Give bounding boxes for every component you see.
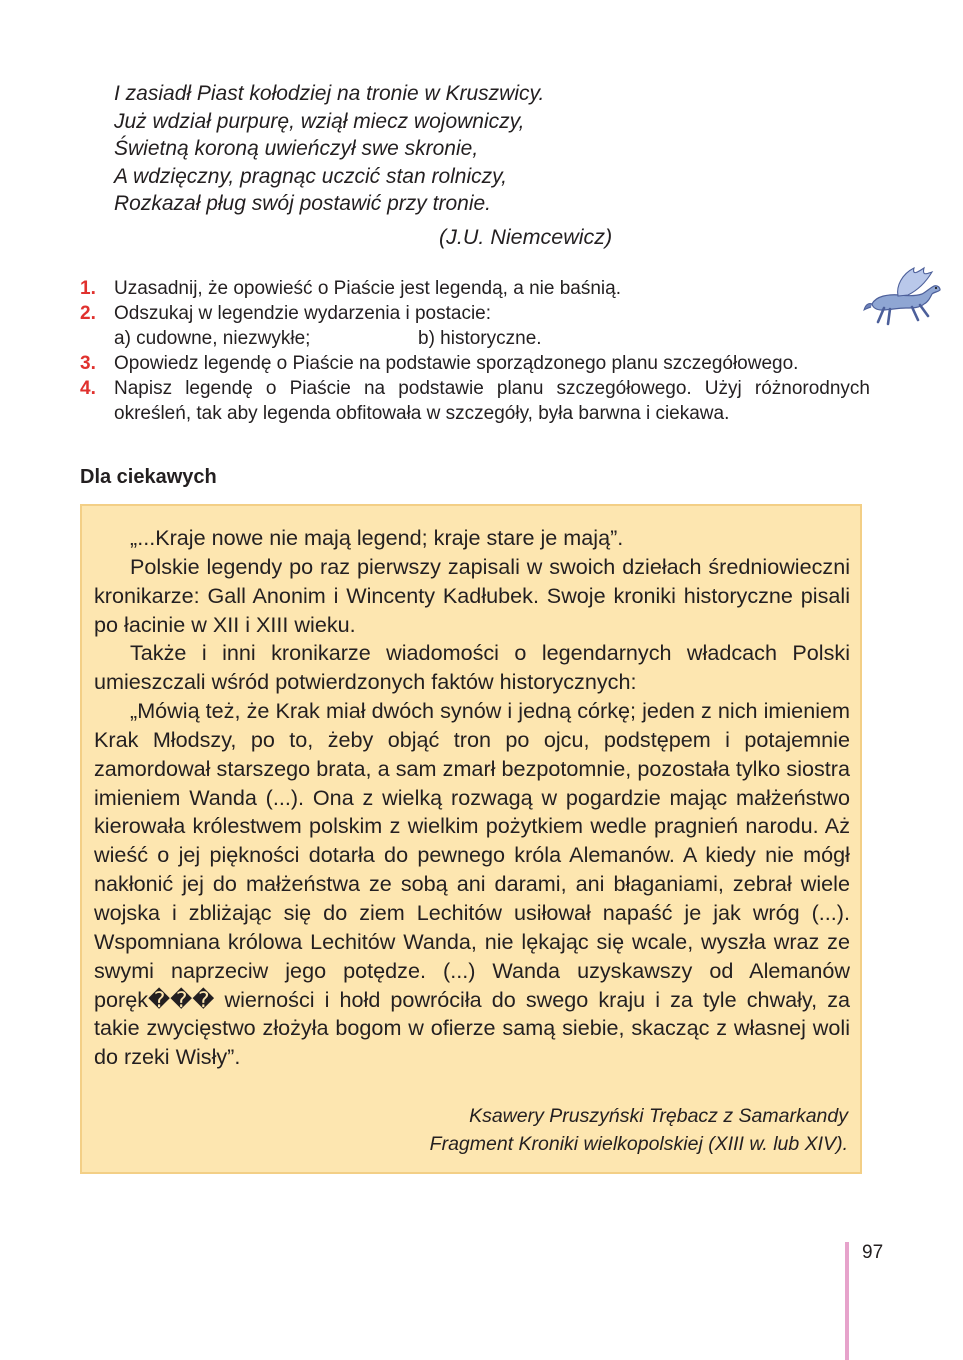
- paragraph: Także i inni kronikarze wiadomości o legendarnych władcach Polski umieszczali wśród potwierdzonych faktów historycznych:: [94, 640, 850, 695]
- task-list: [80, 276, 870, 426]
- task-item: [80, 376, 870, 426]
- poem-line: Rozkazał pług swój postawić przy tronie.: [114, 192, 491, 216]
- task-text: Opowiedz legendę o Piaście na podstawie sporządzonego planu szczegółowego.: [114, 353, 799, 374]
- task-number: 3.: [80, 353, 96, 374]
- task-subitem-b: b) historyczne.: [418, 328, 542, 349]
- task-item: [80, 276, 870, 301]
- task-number: 1.: [80, 278, 96, 299]
- paragraph: Polskie legendy po raz pierwszy zapisali w swoich dziełach średniowieczni kronikarze: Gall Anonim i Wincenty Kadłubek. Swoje kroniki historyczne pisali po łacinie w XII i XIII wieku.: [94, 553, 850, 637]
- task-number: 4.: [80, 378, 96, 399]
- paragraph: „Mówią też, że Krak miał dwóch synów i jedną córkę; jeden z nich imieniem Krak Młodszy, po to, żeby objąć tron po ojcu, podstępem i potajemnie zamordował starszego brata, a sam zmarł bezpotomnie, pozostała tylko siostra imieniem Wanda (...). Ona z wielką rozwagą w pogardzie mając małżeństwo kierowała królestwem polskim z wielkim pożytkiem wedle pragnień narodu. Aż wieść o jej piękności dotarła do pewnego króla Alemanów. A kiedy nie mógł nakłonić jej do małżeństwa ze sobą ani darami, ani błaganiami, zebrał wiele wojska i zbliżając się do ziem Lechitów usiłował napaść je jak wróg (...). Wspomniana królowa Lechitów Wanda, nie lękając się wcale, wyszła wraz ze swymi naprzeciw jego potędze. (...) Wanda uzyskawszy od Alemanów poręk��� wierności i hołd powróciła do swego kraju i za tyle chwały, za takie zwycięstwo złożyła bogom w ofierze samą siebie, skacząc z własnej woli do rzeki Wisły”.: [94, 698, 850, 1070]
- info-box: [80, 504, 862, 1174]
- poem-line: Już wdział purpurę, wziął miecz wojowniczy,: [114, 109, 525, 133]
- info-box-text: [94, 524, 850, 1072]
- paragraph: „...Kraje nowe nie mają legend; kraje stare je mają”.: [130, 525, 624, 550]
- poem: [114, 80, 674, 249]
- page-margin-rule: [845, 1242, 849, 1360]
- task-number: 2.: [80, 303, 96, 324]
- page-number: 97: [862, 1242, 884, 1263]
- task-text: Uzasadnij, że opowieść o Piaście jest legendą, a nie baśnią.: [114, 278, 621, 299]
- poem-line: A wdzięczny, pragnąc uczcić stan rolniczy,: [114, 164, 507, 188]
- source-line: Fragment Kroniki wielkopolskiej (XIII w. lub XIV).: [429, 1133, 848, 1155]
- poem-author: (J.U. Niemcewicz): [439, 225, 613, 249]
- pegasus-icon: [862, 262, 946, 330]
- task-subitems: [114, 326, 870, 351]
- poem-line: I zasiadł Piast kołodziej na tronie w Kruszwicy.: [114, 82, 545, 105]
- source-citation: [430, 1102, 848, 1158]
- section-title: Dla ciekawych: [80, 466, 217, 488]
- task-item: [80, 301, 870, 351]
- task-text: Odszukaj w legendzie wydarzenia i postacie:: [114, 303, 492, 324]
- task-text: Napisz legendę o Piaście na podstawie planu szczegółowego. Użyj różnorodnych określeń, tak aby legenda obfitowała w szczegóły, była barwna i ciekawa.: [114, 378, 870, 424]
- poem-line: Świetną koroną uwieńczył swe skronie,: [114, 137, 479, 161]
- task-subitem-a: a) cudowne, niezwykłe;: [114, 328, 311, 349]
- task-item: [80, 351, 870, 376]
- source-line: Ksawery Pruszyński Trębacz z Samarkandy: [469, 1105, 848, 1127]
